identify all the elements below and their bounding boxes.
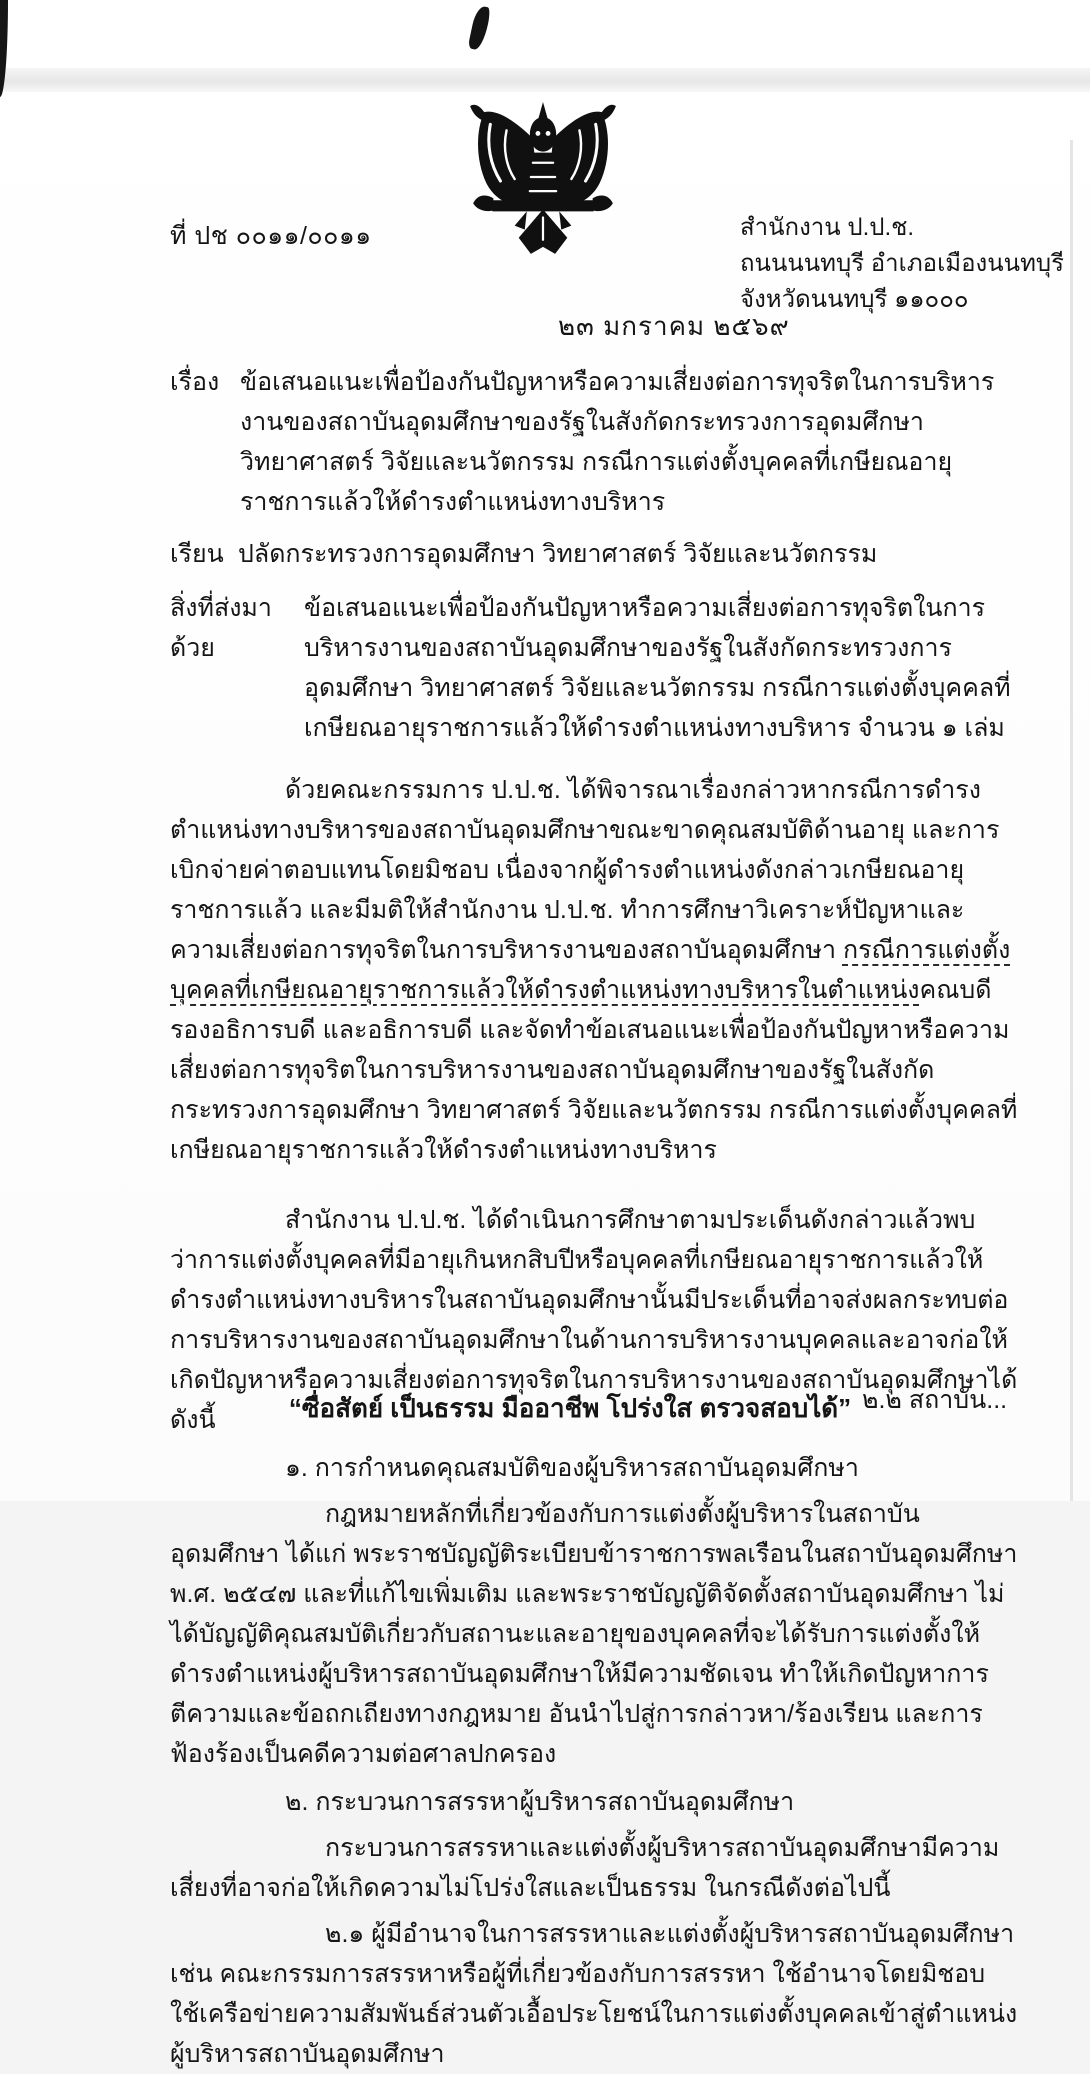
sender-address bbox=[740, 210, 1064, 318]
enclosure-label: สิ่งที่ส่งมาด้วย bbox=[170, 594, 272, 662]
scan-artifact-band bbox=[0, 68, 1090, 92]
sender-line-3: จังหวัดนนทบุรี ๑๑๐๐๐ bbox=[740, 286, 969, 313]
enclosure-row bbox=[170, 588, 1021, 748]
paragraph-1 bbox=[170, 770, 1021, 1170]
to-text: ปลัดกระทรวงการอุดมศึกษา วิทยาศาสตร์ วิจัยและนวัตกรรม bbox=[238, 540, 878, 568]
document-date: ๒๓ มกราคม ๒๕๖๙ bbox=[558, 311, 790, 341]
section-2-paragraph-1: กระบวนการสรรหาและแต่งตั้งผู้บริหารสถาบันอุดมศึกษามีความเสี่ยงที่อาจก่อให้เกิดความไม่โปร่งใสและเป็นธรรม ในกรณีดังต่อไปนี้ bbox=[170, 1834, 1000, 1902]
subject-text: ข้อเสนอแนะเพื่อป้องกันปัญหาหรือความเสี่ยงต่อการทุจริตในการบริหารงานของสถาบันอุดมศึกษาของรัฐในสังกัดกระทรวงการอุดมศึกษา วิทยาศาสตร์ วิจัยและนวัตกรรม กรณีการแต่งตั้งบุคคลที่เกษียณอายุราชการแล้วให้ดำรงตำแหน่งทางบริหาร bbox=[240, 368, 995, 516]
section-1-heading: ๑. การกำหนดคุณสมบัติของผู้บริหารสถาบันอุดมศึกษา bbox=[285, 1454, 859, 1482]
document-number: ที่ ปช ๐๐๑๑/๐๐๑๑ bbox=[170, 222, 372, 250]
garuda-emblem bbox=[466, 100, 620, 260]
sender-line-2: ถนนนนทบุรี อำเภอเมืองนนทบุรี bbox=[740, 250, 1065, 277]
to-label: เรียน bbox=[170, 540, 224, 568]
subject-label: เรื่อง bbox=[170, 368, 220, 396]
scan-artifact-top-mark bbox=[468, 5, 492, 51]
enclosure-text: ข้อเสนอแนะเพื่อป้องกันปัญหาหรือความเสี่ยงต่อการทุจริตในการบริหารงานของสถาบันอุดมศึกษาของรัฐในสังกัดกระทรวงการอุดมศึกษา วิทยาศาสตร์ วิจัยและนวัตกรรม กรณีการแต่งตั้งบุคคลที่เกษียณอายุราชการแล้วให้ดำรงตำแหน่งทางบริหาร จำนวน ๑ เล่ม bbox=[304, 594, 1011, 742]
paragraph-1-underlined-phrase: กรณีการแต่งตั้งบุคคลที่เกษียณอายุราชการแล้วให้ดำรงตำแหน่งทางบริหารในตำแหน่ง bbox=[170, 936, 1011, 1004]
garuda-emblem-icon bbox=[466, 100, 620, 260]
section-2-heading: ๒. กระบวนการสรรหาผู้บริหารสถาบันอุดมศึกษา bbox=[285, 1788, 795, 1816]
continuation-note: ๒.๒ สถาบัน... bbox=[862, 1386, 1008, 1414]
scan-artifact-right-edge bbox=[1070, 140, 1073, 1501]
section-2-paragraph-2: ๒.๑ ผู้มีอำนาจในการสรรหาและแต่งตั้งผู้บริหารสถาบันอุดมศึกษา เช่น คณะกรรมการสรรหาหรือผู้ที่เกี่ยวข้องกับการสรรหา ใช้อำนาจโดยมิชอบ ใช้เครือข่ายความสัมพันธ์ส่วนตัวเอื้อประโยชน์ในการแต่งตั้งบุคคลเข้าสู่ตำแหน่งผู้บริหารสถาบันอุดมศึกษา bbox=[170, 1920, 1018, 2068]
footer-motto: “ซื่อสัตย์ เป็นธรรม มืออาชีพ โปร่งใส ตรวจสอบได้” bbox=[288, 1393, 852, 1423]
sender-line-1: สำนักงาน ป.ป.ช. bbox=[740, 214, 915, 241]
paragraph-1-lead: ด้วยคณะกรรมการ ป.ป.ช. ได้พิจารณาเรื่องกล่าวหากรณีการดำรงตำแหน่งทางบริหารของสถาบันอุดมศึกษาขณะขาดคุณสมบัติด้านอายุ และการเบิกจ่ายค่าตอบแทนโดยมิชอบ เนื่องจากผู้ดำรงตำแหน่งดังกล่าวเกษียณอายุราชการแล้ว และมีมติให้สำนักงาน ป.ป.ช. ทำการศึกษาวิเคราะห์ปัญหาและความเสี่ยงต่อการทุจริตในการบริหารงานของสถาบันอุดมศึกษา bbox=[170, 776, 1000, 964]
paragraph-1-tail: คณบดี รองอธิการบดี และอธิการบดี และจัดทำข้อเสนอแนะเพื่อป้องกันปัญหาหรือความเสี่ยงต่อการทุจริตในการบริหารงานของสถาบันอุดมศึกษาของรัฐในสังกัดกระทรวงการอุดมศึกษา วิทยาศาสตร์ วิจัยและนวัตกรรม กรณีการแต่งตั้งบุคคลที่เกษียณอายุราชการแล้วให้ดำรงตำแหน่งทางบริหาร bbox=[170, 976, 1018, 1164]
to-row bbox=[170, 534, 1021, 574]
subject-row bbox=[170, 362, 1021, 522]
letter-body bbox=[170, 362, 1021, 2074]
section-1-paragraph: กฎหมายหลักที่เกี่ยวข้องกับการแต่งตั้งผู้บริหารในสถาบันอุดมศึกษา ได้แก่ พระราชบัญญัติระเบียบข้าราชการพลเรือนในสถาบันอุดมศึกษา พ.ศ. ๒๕๔๗ และที่แก้ไขเพิ่มเติม และพระราชบัญญัติจัดตั้งสถาบันอุดมศึกษา ไม่ได้บัญญัติคุณสมบัติเกี่ยวกับสถานะและอายุของบุคคลที่จะได้รับการแต่งตั้งให้ดำรงตำแหน่งผู้บริหารสถาบันอุดมศึกษาให้มีความชัดเจน ทำให้เกิดปัญหาการตีความและข้อถกเถียงทางกฎหมาย อันนำไปสู่การกล่าวหา/ร้องเรียน และการฟ้องร้องเป็นคดีความต่อศาลปกครอง bbox=[170, 1500, 1018, 1768]
paragraph-2: สำนักงาน ป.ป.ช. ได้ดำเนินการศึกษาตามประเด็นดังกล่าวแล้วพบว่าการแต่งตั้งบุคคลที่มีอายุเกินหกสิบปีหรือบุคคลที่เกษียณอายุราชการแล้วให้ดำรงตำแหน่งทางบริหารในสถาบันอุดมศึกษานั้นมีประเด็นที่อาจส่งผลกระทบต่อการบริหารงานของสถาบันอุดมศึกษาในด้านการบริหารงานบุคคลและอาจก่อให้เกิดปัญหาหรือความเสี่ยงต่อการทุจริตในการบริหารงานของสถาบันอุดมศึกษาได้ ดังนี้ bbox=[170, 1206, 1018, 1434]
